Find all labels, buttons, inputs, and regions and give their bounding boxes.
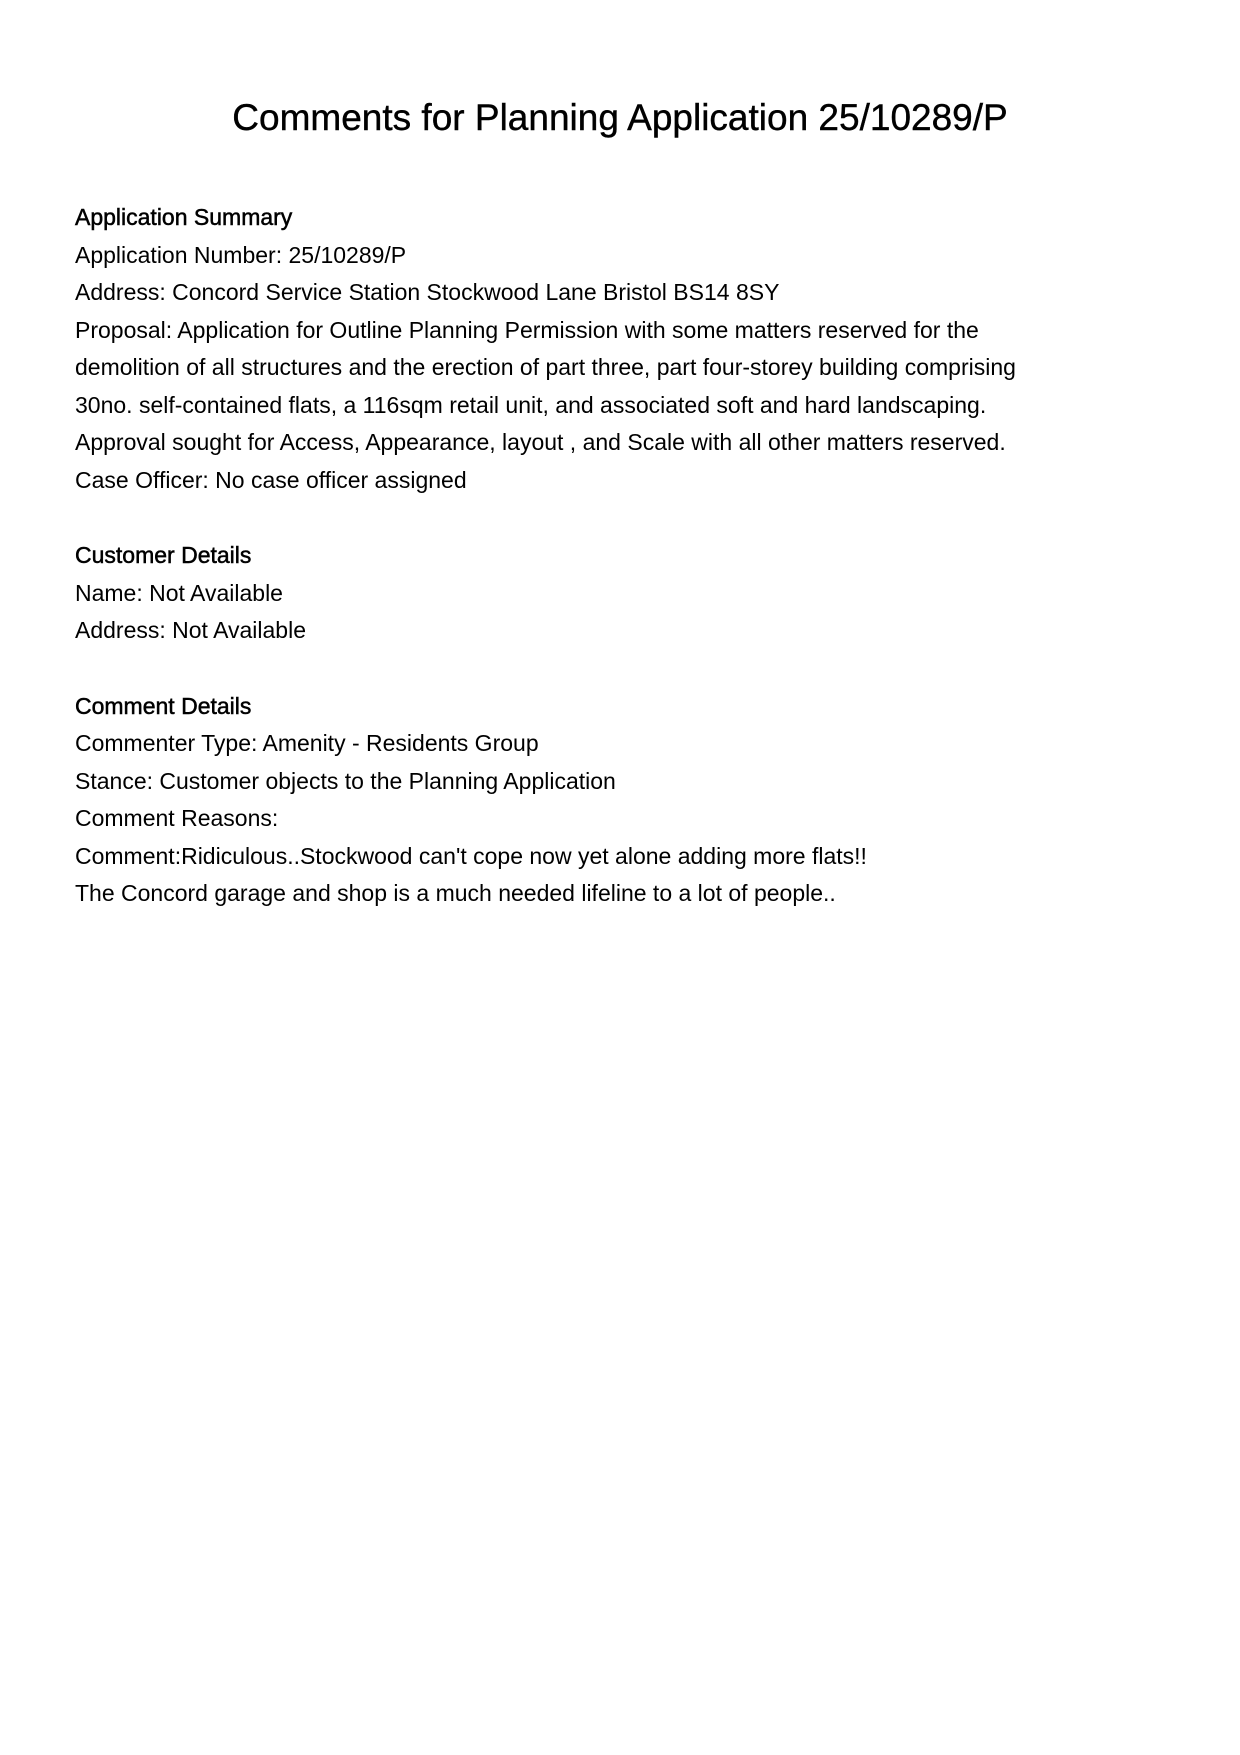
customer-address: Address: Not Available bbox=[75, 617, 306, 643]
comment-reasons: Comment Reasons: bbox=[75, 805, 279, 831]
customer-details-heading: Customer Details bbox=[75, 542, 252, 568]
application-number: Application Number: 25/10289/P bbox=[75, 241, 407, 268]
stance: Stance: Customer objects to the Planning Application bbox=[75, 767, 616, 794]
case-officer: Case Officer: No case officer assigned bbox=[75, 466, 467, 493]
application-summary-heading: Application Summary bbox=[75, 204, 293, 230]
proposal-line-2: demolition of all structures and the erection of part three, part four-storey building comprising bbox=[75, 354, 1016, 380]
proposal-line-4: Approval sought for Access, Appearance, layout , and Scale with all other matters reserved. bbox=[75, 429, 1006, 455]
comment-details-section bbox=[75, 688, 1175, 913]
comment-text-line-2: The Concord garage and shop is a much needed lifeline to a lot of people.. bbox=[75, 880, 836, 906]
comment-text-line-1: Comment:Ridiculous..Stockwood can't cope now yet alone adding more flats!! bbox=[75, 842, 867, 869]
page-title: Comments for Planning Application 25/10289/P bbox=[232, 97, 1008, 138]
customer-details-section bbox=[75, 537, 1175, 650]
document-body bbox=[75, 199, 1175, 951]
commenter-type: Commenter Type: Amenity - Residents Group bbox=[75, 730, 539, 756]
application-address: Address: Concord Service Station Stockwood Lane Bristol BS14 8SY bbox=[75, 279, 780, 305]
comment-details-heading: Comment Details bbox=[75, 692, 252, 719]
proposal-line-1: Proposal: Application for Outline Planning Permission with some matters reserved for the bbox=[75, 316, 979, 343]
application-summary-section bbox=[75, 199, 1175, 499]
proposal-line-3: 30no. self-contained flats, a 116sqm retail unit, and associated soft and hard landscaping. bbox=[75, 391, 987, 418]
customer-name: Name: Not Available bbox=[75, 579, 283, 606]
